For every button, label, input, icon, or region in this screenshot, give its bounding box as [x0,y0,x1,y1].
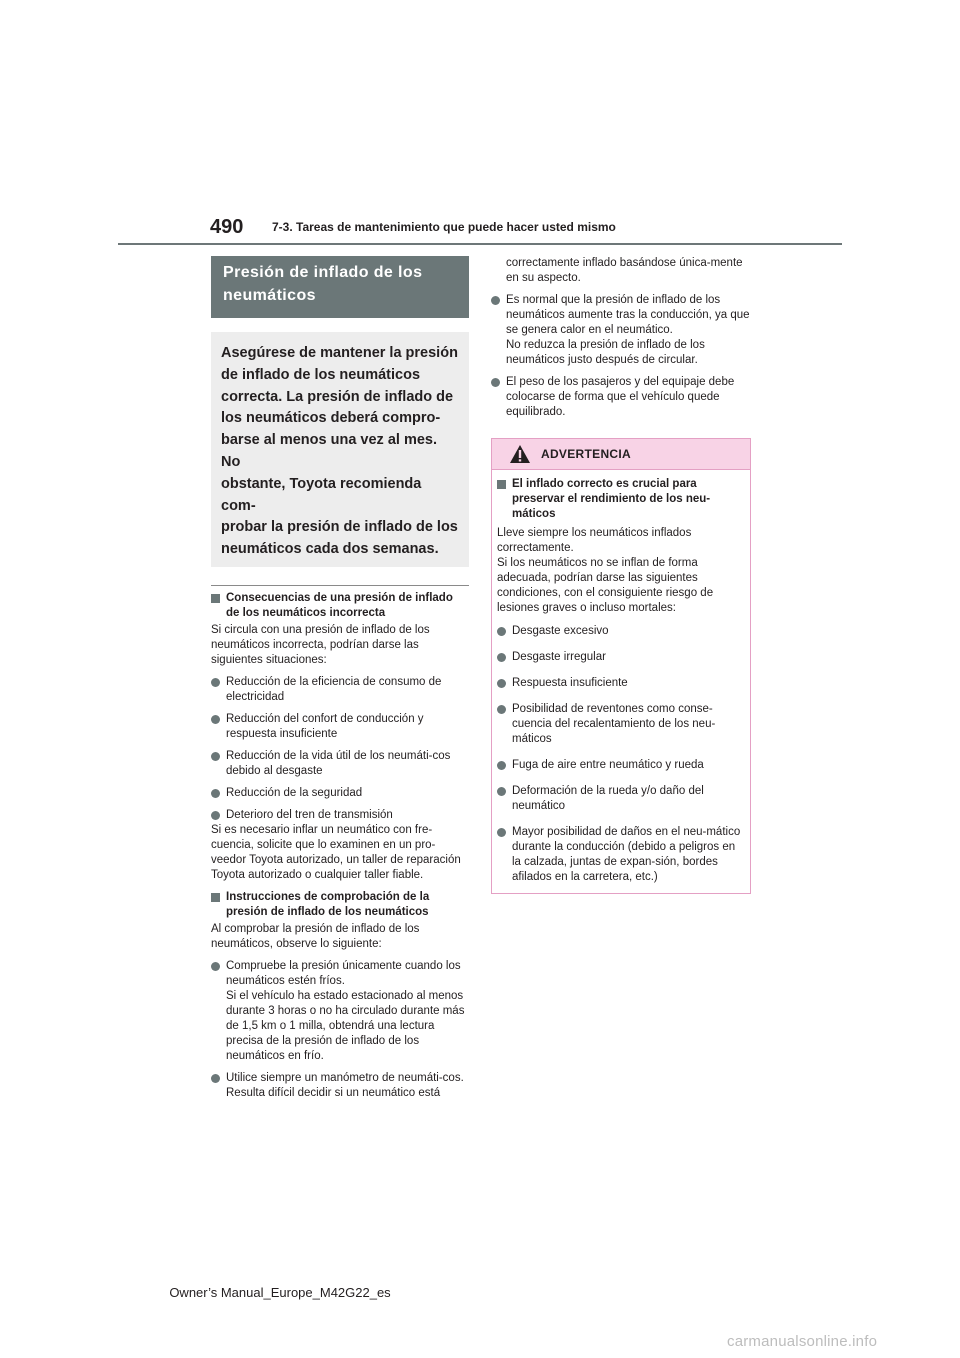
intro-line: barse al menos una vez al mes. No [221,432,437,470]
round-bullet-icon [211,752,220,761]
list-item: Reducción de la seguridad [211,786,469,801]
list-item: Es normal que la presión de inflado de los neumáticos aumente tras la conducción, ya que se genera calor en el neumático. No reduzca la presión de inflado de los neumáticos justo después de circular. [491,293,751,368]
round-bullet-icon [491,378,500,387]
round-bullet-icon [211,678,220,687]
round-bullet-icon [497,705,506,714]
round-bullet-icon [491,296,500,305]
intro-line: correcta. La presión de inflado de [221,388,454,405]
round-bullet-icon [497,828,506,837]
square-bullet-icon [211,594,220,603]
warning-box [491,438,751,894]
intro-box [211,332,469,567]
list-item: Posibilidad de reventones como conse-cuencia del recalentamiento de los neu-máticos [497,702,742,747]
list-item: El peso de los pasajeros y del equipaje debe colocarse de forma que el vehículo quede equilibrado. [491,375,751,420]
section-header: 7-3. Tareas de mantenimiento que puede hacer usted mismo [272,220,616,234]
instructions-heading: Instrucciones de comprobación de la presión de inflado de los neumáticos [211,890,469,920]
round-bullet-icon [211,789,220,798]
square-bullet-icon [211,893,220,902]
right-column [491,256,751,894]
consequences-heading: Consecuencias de una presión de inflado de los neumáticos incorrecta [211,591,469,621]
list-item: Mayor posibilidad de daños en el neu-mático durante la conducción (debido a peligros en la calzada, juntas de expan-sión, bordes afilados en la carretera, etc.) [497,825,742,885]
list-item: Deformación de la rueda y/o daño del neumático [497,784,742,814]
intro-line: probar la presión de inflado de los [221,519,458,536]
list-item: Reducción del confort de conducción y respuesta insuficiente [211,712,469,742]
round-bullet-icon [211,962,220,971]
list-item: Fuga de aire entre neumático y rueda [497,758,742,773]
consequences-text: Si circula con una presión de inflado de los neumáticos incorrecta, podrían darse las siguientes situaciones: [211,623,430,666]
intro-line: obstante, Toyota recomienda com- [221,475,422,514]
round-bullet-icon [497,653,506,662]
warning-triangle-icon [509,444,531,464]
round-bullet-icon [497,627,506,636]
list-item: Desgaste excesivo [497,624,742,639]
intro-line: de inflado de los neumáticos [221,366,421,383]
left-column [211,256,469,1101]
list-item-continued: correctamente inflado basándose única-mente en su aspecto. [506,257,743,284]
warning-text: Lleve siempre los neumáticos inflados correctamente. Si los neumáticos no se inflan de forma adecuada, podrían darse las siguientes condiciones, con el consiguiente riesgo de lesiones graves o incluso mortales: [497,527,714,614]
warning-body [492,470,750,893]
consequences-after: Si es necesario inflar un neumático con fre-cuencia, solicite que lo examinen en un pro-veedor Toyota autorizado, un taller de reparación Toyota autorizado o cualquier taller fiable. [211,823,461,881]
list-item: Utilice siempre un manómetro de neumáti-cos. Resulta difícil decidir si un neumático está [211,1071,469,1101]
list-item: Desgaste irregular [497,650,742,665]
watermark: carmanualsonline.info [727,1333,878,1350]
round-bullet-icon [211,715,220,724]
header-rule [118,243,842,245]
round-bullet-icon [211,1074,220,1083]
list-item: Compruebe la presión únicamente cuando los neumáticos estén fríos. Si el vehículo ha estado estacionado al menos durante 3 horas o no ha circulado durante más de 1,5 km o 1 milla, obtendrá una lectura precisa de la presión de inflado de los neumáticos en frío. [211,959,469,1064]
warning-label: ADVERTENCIA [541,447,631,461]
square-bullet-icon [497,480,506,489]
list-item: Reducción de la eficiencia de consumo de electricidad [211,675,469,705]
round-bullet-icon [497,761,506,770]
divider [211,585,469,586]
round-bullet-icon [497,787,506,796]
list-item: Deterioro del tren de transmisión [211,808,469,823]
warning-heading: El inflado correcto es crucial para preservar el rendimiento de los neu-máticos [497,477,742,522]
list-item: Respuesta insuficiente [497,676,742,691]
round-bullet-icon [211,811,220,820]
page-number: 490 [210,216,244,238]
instructions-text: Al comprobar la presión de inflado de los neumáticos, observe lo siguiente: [211,922,420,950]
intro-line: neumáticos cada dos semanas. [221,541,439,558]
intro-line: los neumáticos deberá compro- [221,410,441,427]
intro-line: Asegúrese de mantener la presión [221,345,458,361]
list-item: Reducción de la vida útil de los neumáti-cos debido al desgaste [211,749,469,779]
page-title: Presión de inflado de los neumáticos [211,256,469,318]
warning-header [492,439,750,470]
round-bullet-icon [497,679,506,688]
footer: Owner’s Manual_Europe_M42G22_es [169,1285,391,1300]
